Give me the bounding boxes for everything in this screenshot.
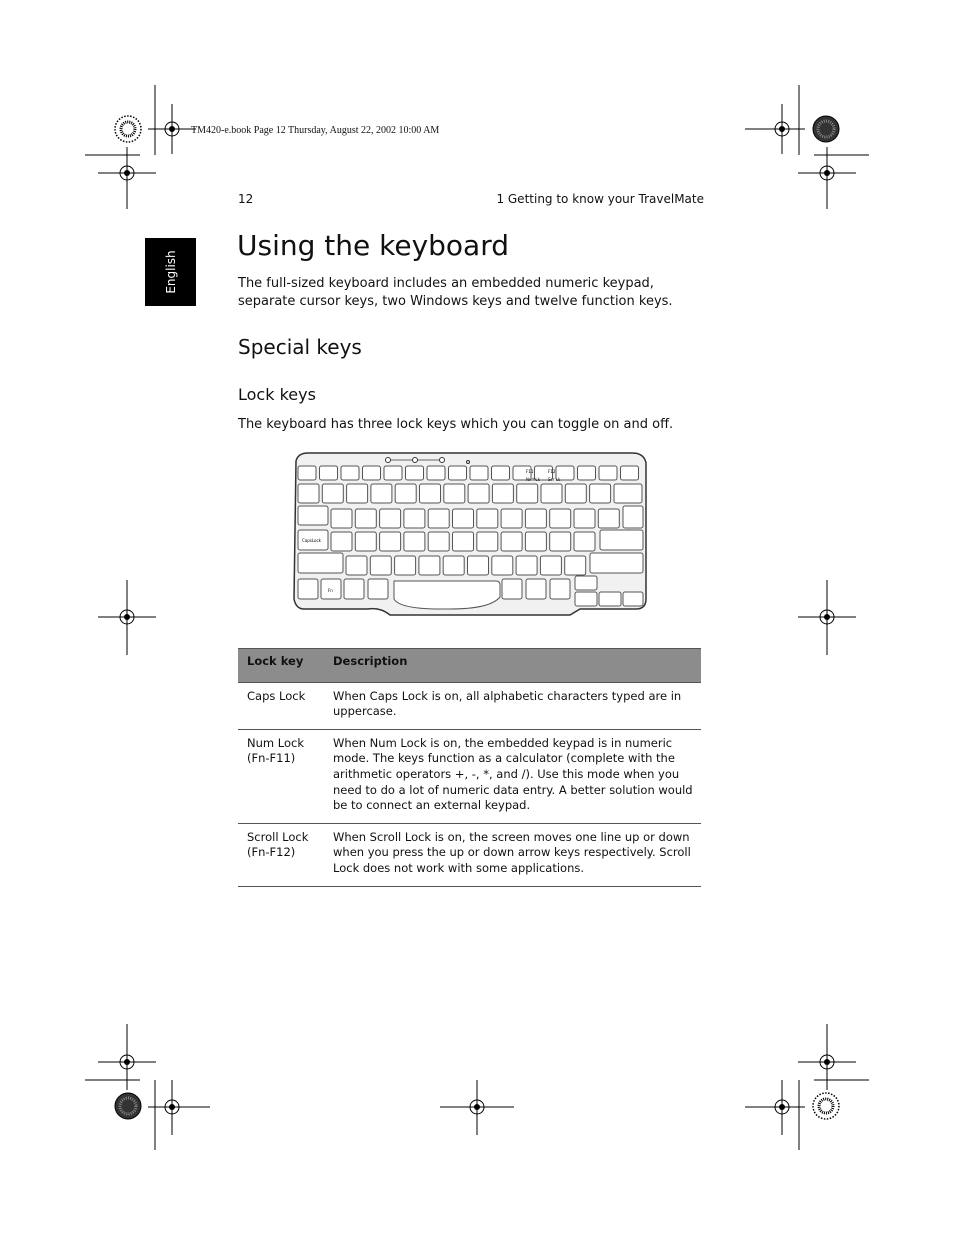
keyboard-key [355,509,376,528]
keyboard-key [443,556,464,575]
keyboard-key [380,509,401,528]
keyboard-key [404,509,425,528]
keyboard-key [492,466,510,480]
keyboard-key [444,484,465,503]
keyboard-key [363,466,381,480]
keyboard-key [565,556,586,575]
keyboard-key [395,556,416,575]
keyboard-illustration [290,449,650,617]
key-fn-label: Fn [328,588,333,593]
lock-key-cell [238,729,324,823]
keyboard-key [598,509,619,528]
keyboard-key [614,484,642,503]
key-numlk-label: NumLk [526,477,540,482]
keyboard-key [470,466,488,480]
keyboard-key [298,553,343,573]
keyboard-key [599,592,621,606]
lock-key-name: Num Lock [247,735,304,750]
keyboard-key [449,466,467,480]
keyboard-key [492,484,513,503]
keyboard-key [419,556,440,575]
keyboard-key [298,484,319,503]
keyboard-key [565,484,586,503]
print-info-line: TM420-e.book Page 12 Thursday, August 22, 2002 10:00 AM [191,125,440,136]
keyboard-key [574,509,595,528]
keyboard-key [525,532,546,551]
lead-paragraph: The keyboard has three lock keys which you can toggle on and off. [238,417,674,432]
description-cell: When Caps Lock is on, all alphabetic characters typed are in uppercase. [324,682,701,729]
page-number: 12 [238,192,254,206]
keyboard-key [347,484,368,503]
keyboard-key [341,466,359,480]
description-cell: When Num Lock is on, the embedded keypad is in numeric mode. The keys function as a calculator (complete with the arithmetic operators +, -, *, and /). Use this mode when you need to do a lot of numeric data entry. A better solution would be to connect an external keypad. [324,729,701,823]
keyboard-key [477,509,498,528]
keyboard-key [420,484,441,503]
keyboard-key [477,532,498,551]
keyboard-key [404,532,425,551]
lock-key-name: Scroll Lock [247,829,309,844]
page-title: Using the keyboard [237,229,510,262]
language-tab [145,238,196,306]
lock-key-cell [238,682,324,729]
description-cell: When Scroll Lock is on, the screen moves one line up or down when you press the up or down arrow keys respectively. Scroll Lock does not work with some applications. [324,823,701,886]
keyboard-key [526,579,546,599]
keyboard-key [368,579,388,599]
keyboard-key [574,532,595,551]
key-f11-label: F11 [526,469,534,474]
language-tab-label: English [163,250,178,294]
keyboard-key [331,509,352,528]
keyboard-key [550,532,571,551]
keyboard-key [331,532,352,551]
lock-key-name: Caps Lock [247,688,306,703]
keyboard-key [468,556,489,575]
keyboard-key [427,466,445,480]
keyboard-key [501,509,522,528]
keyboard-key [502,579,522,599]
keyboard-key [468,484,489,503]
keyboard-key [298,466,316,480]
table-row [238,823,701,886]
keyboard-key [525,509,546,528]
lock-key-shortcut: (Fn-F11) [247,751,296,766]
table-row [238,729,701,823]
keyboard-key [575,592,597,606]
key-scrlk-label: Scr Lk [548,477,561,482]
key-f12-label: F12 [548,469,556,474]
keyboard-key [590,484,611,503]
keyboard-key [346,556,367,575]
keyboard-key [406,466,424,480]
section-heading: Special keys [238,335,362,359]
keyboard-key [322,484,343,503]
keyboard-key [578,466,596,480]
keyboard-key [298,506,328,525]
keyboard-key [453,532,474,551]
column-header-description: Description [324,649,701,683]
keyboard-key [550,579,570,599]
table-header-row [238,649,701,683]
keyboard-key [501,532,522,551]
keyboard-key [516,556,537,575]
keyboard-key [320,466,338,480]
keyboard-key [371,484,392,503]
keyboard-key [600,530,643,550]
keyboard-key [395,484,416,503]
keyboard-key [355,532,376,551]
keyboard-key [370,556,391,575]
keyboard-key [621,466,639,480]
keyboard-key [428,509,449,528]
lock-key-shortcut: (Fn-F12) [247,845,296,860]
keyboard-key [623,592,643,606]
lock-keys-table [238,648,701,887]
keyboard-key [453,509,474,528]
keyboard-key [550,509,571,528]
keyboard-key [344,579,364,599]
keyboard-key [298,579,318,599]
keyboard-key [384,466,402,480]
keyboard-key [428,532,449,551]
keyboard-key [540,556,561,575]
keyboard-key [541,484,562,503]
table-row [238,682,701,729]
keyboard-key [575,576,597,590]
intro-paragraph: The full-sized keyboard includes an embedded numeric keypad, separate cursor keys, two Windows keys and twelve function keys. [238,276,673,309]
keyboard-key [517,484,538,503]
spacebar-key [394,581,500,609]
running-header: 1 Getting to know your TravelMate [496,192,704,206]
subsection-heading: Lock keys [238,385,316,404]
column-header-lock-key: Lock key [238,649,324,683]
keyboard-key [380,532,401,551]
lock-key-cell [238,823,324,886]
keyboard-key [492,556,513,575]
key-capslock-label: CapsLock [302,538,321,543]
keyboard-key [599,466,617,480]
keyboard-key [623,506,643,528]
keyboard-key [590,553,643,573]
